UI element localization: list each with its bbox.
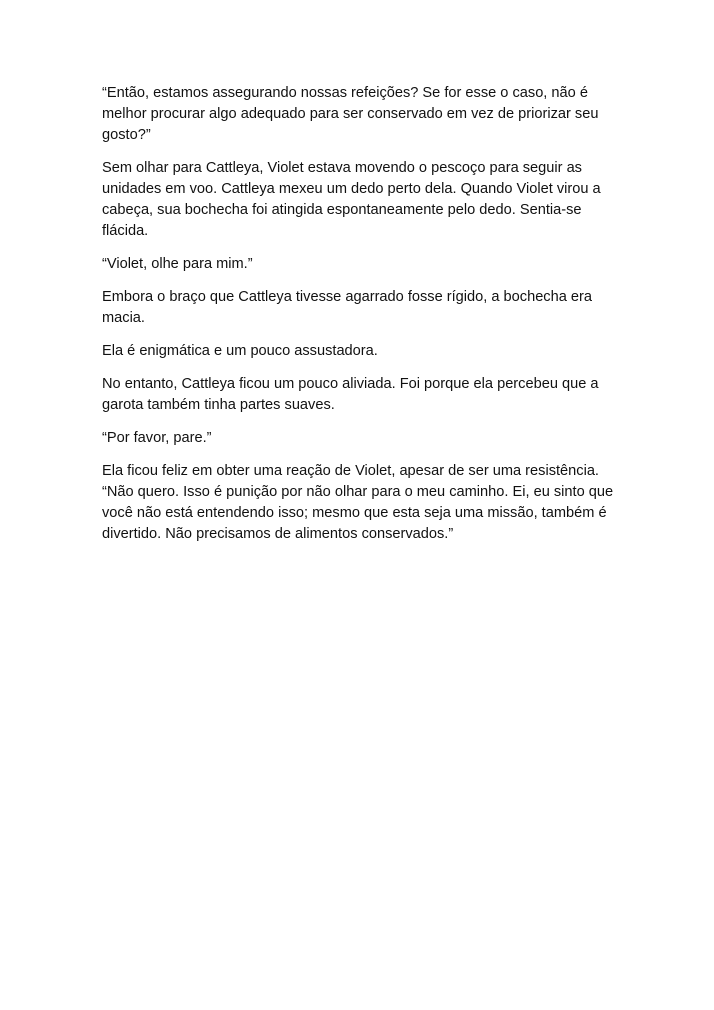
- text-line: Ela ficou feliz em obter uma reação de Violet, apesar de ser uma resistência.: [102, 463, 599, 479]
- text-line: garota também tinha partes suaves.: [102, 397, 335, 413]
- text-line: Ela é enigmática e um pouco assustadora.: [102, 343, 378, 359]
- paragraph-2: [102, 158, 614, 242]
- text-line: divertido. Não precisamos de alimentos conservados.”: [102, 526, 454, 542]
- text-line: melhor procurar algo adequado para ser conservado em vez de priorizar seu: [102, 106, 599, 122]
- paragraph-6: [102, 374, 614, 416]
- paragraph-7: [102, 428, 614, 449]
- paragraph-4: [102, 287, 614, 329]
- text-line: “Não quero. Isso é punição por não olhar para o meu caminho. Ei, eu sinto que: [102, 484, 614, 500]
- text-line: você não está entendendo isso; mesmo que esta seja uma missão, também é: [102, 505, 607, 521]
- text-line: Sem olhar para Cattleya, Violet estava movendo o pescoço para seguir as: [102, 160, 582, 176]
- text-line: cabeça, sua bochecha foi atingida espontaneamente pelo dedo. Sentia-se: [102, 202, 582, 218]
- paragraph-1: [102, 83, 614, 146]
- text-line: “Então, estamos assegurando nossas refeições? Se for esse o caso, não é: [102, 85, 588, 101]
- text-line: “Violet, olhe para mim.”: [102, 256, 253, 272]
- text-line: flácida.: [102, 223, 149, 239]
- text-line: macia.: [102, 310, 145, 326]
- text-line: No entanto, Cattleya ficou um pouco aliviada. Foi porque ela percebeu que a: [102, 376, 599, 392]
- paragraph-8: [102, 461, 614, 545]
- text-line: unidades em voo. Cattleya mexeu um dedo perto dela. Quando Violet virou a: [102, 181, 601, 197]
- text-line: gosto?”: [102, 127, 151, 143]
- paragraph-5: [102, 341, 614, 362]
- text-line: “Por favor, pare.”: [102, 430, 212, 446]
- body-text: [102, 83, 614, 557]
- paragraph-3: [102, 254, 614, 275]
- text-line: Embora o braço que Cattleya tivesse agarrado fosse rígido, a bochecha era: [102, 289, 592, 305]
